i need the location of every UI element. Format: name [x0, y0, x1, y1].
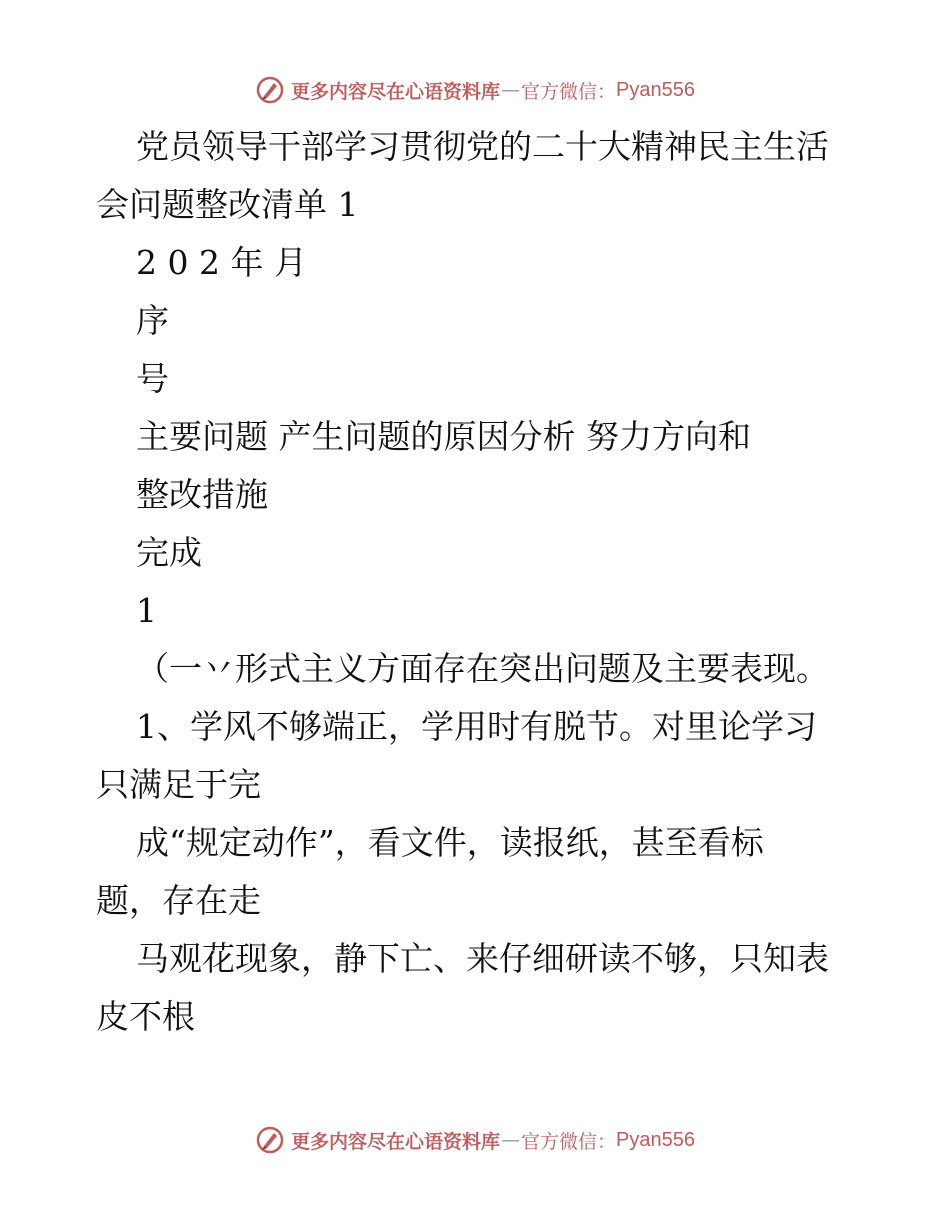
watermark-separator: —	[501, 1129, 521, 1151]
document-title-line-2: 会问题整改清单 1	[96, 185, 359, 224]
paragraph-2-line-2: 题，存在走	[96, 881, 261, 920]
table-header-columns: 主要问题 产生问题的原因分析 努力方向和	[136, 417, 751, 456]
paragraph-3-line-1: 马观花现象，静下亡、来仔细研读不够，只知表	[136, 939, 829, 978]
footer-watermark-banner	[0, 1120, 950, 1160]
table-header-measures: 整改措施	[136, 475, 268, 514]
table-header-no-1: 序	[136, 301, 169, 340]
watermark-wechat-handle: Pyan556	[616, 78, 695, 101]
paragraph-1-line-2: 只满足于完	[96, 765, 261, 804]
paragraph-2-line-1: 成“规定动作”，看文件，读报纸，甚至看标	[136, 823, 764, 862]
watermark-wechat-handle: Pyan556	[616, 1128, 695, 1151]
watermark-separator: —	[501, 79, 521, 101]
table-header-no-2: 号	[136, 359, 169, 398]
paragraph-3-line-2: 皮不根	[96, 997, 195, 1036]
pen-logo-icon	[255, 1125, 285, 1155]
document-body	[96, 118, 856, 1046]
header-watermark-banner	[0, 70, 950, 110]
table-header-done: 完成	[136, 533, 202, 572]
document-title-line-1: 党员领导干部学习贯彻党的二十大精神民主生活	[136, 127, 829, 166]
pen-logo-icon	[255, 75, 285, 105]
watermark-contact-label: 官方微信：	[521, 1130, 617, 1153]
document-date: 2 0 2 年 月	[136, 243, 307, 282]
watermark-contact-label: 官方微信：	[521, 80, 617, 103]
table-row-number: 1	[136, 591, 157, 630]
paragraph-1-line-1: 1、学风不够端正，学用时有脱节。对里论学习	[136, 707, 817, 746]
watermark-site-name: 更多内容尽在心语资料库	[291, 80, 501, 103]
watermark-site-name: 更多内容尽在心语资料库	[291, 1130, 501, 1153]
section-heading: （一丷形式主义方面存在突出问题及主要表现。	[136, 649, 829, 688]
